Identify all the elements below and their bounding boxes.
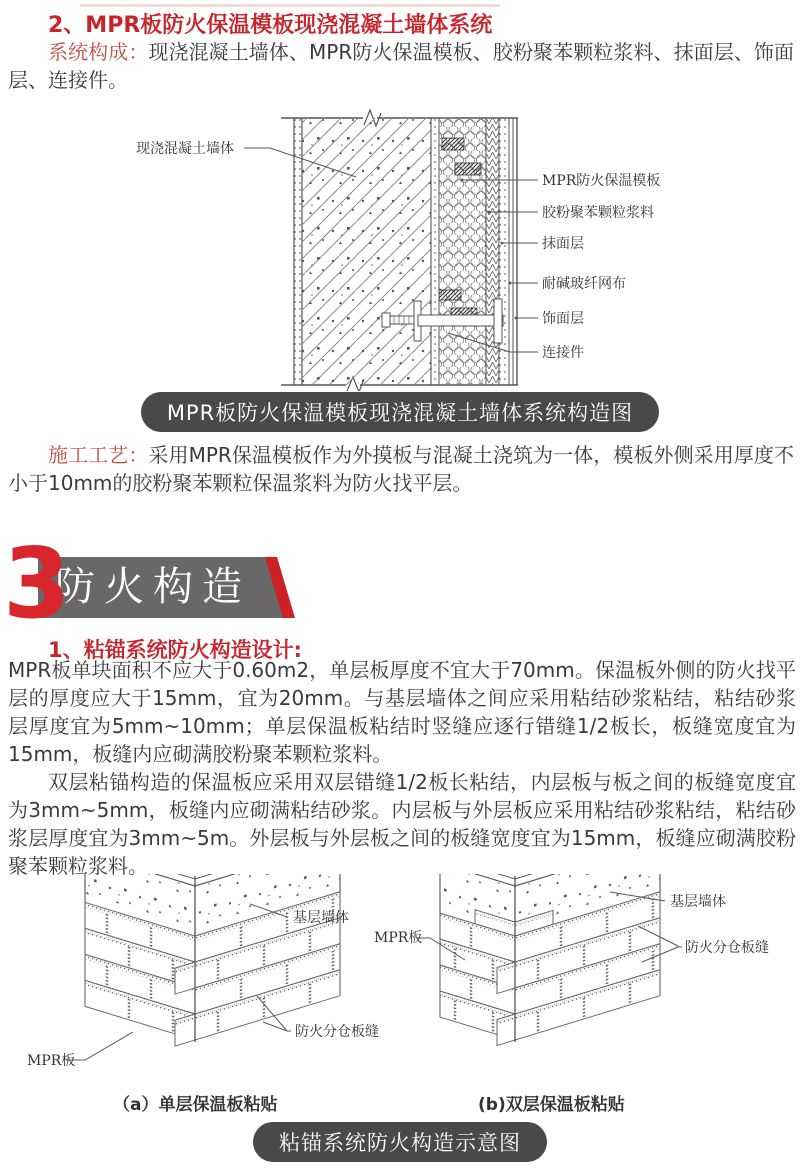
connector-bolt-head [382,313,390,327]
label-cast-concrete-wall: 现浇混凝土墙体 [136,141,234,157]
system-composition-paragraph [8,38,794,94]
fig2a-caption: （a）单层保温板粘贴 [113,1095,278,1115]
fig2b-label-mpr: MPR板 [374,930,423,946]
figure2-caption-pill: 粘锚系统防火构造示意图 [253,1122,547,1162]
anchor-block-3 [439,290,461,300]
fig2b-label-base-wall: 基层墙体 [670,894,726,910]
section3-banner-title: 防火构造 [55,564,251,610]
figure1-caption-pill: MPR板防火保温模板现浇混凝土墙体系统构造图 [141,392,659,432]
label-finish: 饰面层 [542,311,584,327]
section3-heading: 1、粘锚系统防火构造设计: [48,638,303,662]
anchor-block-2 [455,163,481,175]
fig2a-right-face [175,874,340,1046]
concrete-specks [302,118,431,385]
fig2a-label-joint: 防火分仓板缝 [295,1024,379,1040]
label-mesh: 耐碱玻纤网布 [542,276,626,292]
section3-paragraph2: 双层粘锚构造的保温板应采用双层错缝1/2板长粘结，内层板与板之间的板缝宽度宜为3mm~5mm，板缝内应砌满粘结砂浆。内层板与外层板应采用粘结砂浆粘结，粘结砂浆层厚度宜为3mm~5m。外层板与外层板之间的板缝宽度宜为15mm，板缝应砌满胶粉聚苯颗粒浆料。 [8,770,796,878]
figure1-caption-wrap [0,392,800,432]
fig2b-caption: (b)双层保温板粘贴 [478,1095,625,1115]
label-connector: 连接件 [542,345,584,361]
fig2a-leader-joint2 [263,1022,291,1031]
fig2a-label-base-wall: 基层墙体 [293,910,349,926]
fig2b-label-joint: 防火分仓板缝 [685,940,769,956]
fig2a-left-face [85,874,195,1040]
anchor-block-1 [442,138,464,150]
system-composition-text: 现浇混凝土墙体、MPR防火保温模板、胶粉聚苯颗粒浆料、抹面层、饰面层、连接件。 [8,40,795,92]
leader-powder-tip [488,211,491,214]
wall-cross-section-figure [118,103,678,391]
section2-title: 2、MPR板防火保温模板现浇混凝土墙体系统 [48,13,493,38]
system-composition-label: 系统构成： [48,40,149,64]
section3-paragraph1: MPR板单块面积不应大于0.60m2，单层板厚度不宜大于70mm。保温板外侧的防火找平层的厚度应大于15mm，宜为20mm。与基层墙体之间应采用粘结砂浆粘结，粘结砂浆层厚度宜为5mm~10mm；单层保温板粘结时竖缝应逐行错缝1/2板长，板缝宽度宜为15mm，板缝内应砌满胶粉聚苯颗粒浆料。 [8,658,796,766]
process-text: 采用MPR保温模板作为外摸板与混凝土浇筑为一体，模板外侧采用厚度不小于10mm的胶粉聚苯颗粒保温浆料为防火找平层。 [8,443,795,495]
bond-layer-band [431,118,439,385]
fig2b-left-face [440,874,515,1040]
label-plaster: 抹面层 [542,236,584,252]
section3-banner [0,527,340,640]
leader-mpr-tip [461,179,464,182]
leader-mesh-tip [509,282,512,285]
leader-finish-tip [515,317,518,320]
fig2a-leader-mpr [67,1032,133,1060]
plaster-layer [499,118,509,385]
connector-plate-right [494,299,502,343]
fig2a-label-mpr: MPR板 [27,1053,76,1069]
fig2b-right-face [497,874,660,1046]
leader-plaster-tip [501,242,504,245]
label-mpr-board: MPR防火保温模板 [542,173,661,189]
process-paragraph [8,441,794,497]
section3-number: 3 [3,527,71,640]
process-label: 施工工艺： [48,443,149,467]
connector-channel [418,315,503,326]
mpr-board-layer [439,118,486,385]
figure2-caption-wrap [0,1122,800,1162]
cropped-previous-line-remnant [80,4,500,7]
single-layer-corner-figure [25,874,400,1122]
double-layer-corner-figure [370,874,800,1122]
label-granule-slurry: 胶粉聚苯颗粒浆料 [542,205,654,221]
